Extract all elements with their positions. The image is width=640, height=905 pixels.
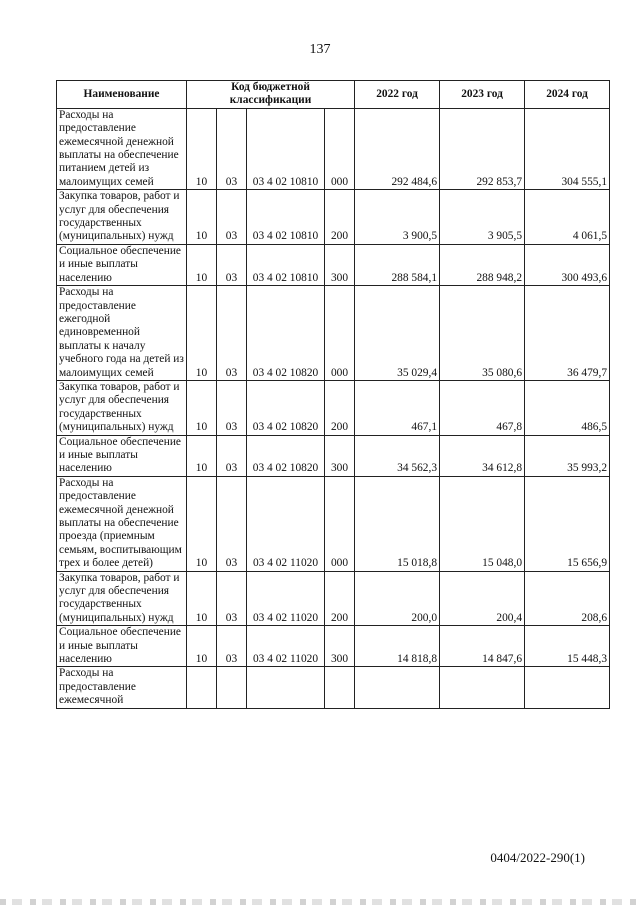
cell-v2024: 15 656,9 bbox=[525, 476, 610, 571]
cell-c2: 03 bbox=[217, 435, 247, 476]
cell-c4: 000 bbox=[325, 286, 355, 381]
cell-v2024 bbox=[525, 667, 610, 708]
cell-v2023: 288 948,2 bbox=[440, 244, 525, 285]
cell-c4: 300 bbox=[325, 626, 355, 667]
table-row bbox=[57, 380, 610, 435]
cell-c1: 10 bbox=[187, 286, 217, 381]
document-code: 0404/2022-290(1) bbox=[490, 850, 585, 865]
table-row bbox=[57, 626, 610, 667]
cell-c2: 03 bbox=[217, 626, 247, 667]
cell-name: Расходы на предоставление ежемесячной bbox=[57, 667, 187, 708]
cell-v2023: 34 612,8 bbox=[440, 435, 525, 476]
header-code: Код бюджетной классификации bbox=[187, 81, 355, 109]
cell-c1: 10 bbox=[187, 626, 217, 667]
cell-c4: 200 bbox=[325, 380, 355, 435]
cell-v2023: 15 048,0 bbox=[440, 476, 525, 571]
cell-v2024: 208,6 bbox=[525, 571, 610, 626]
cell-c2: 03 bbox=[217, 571, 247, 626]
cell-c4: 200 bbox=[325, 190, 355, 245]
cell-c1: 10 bbox=[187, 108, 217, 189]
cell-c3: 03 4 02 10820 bbox=[247, 435, 325, 476]
cell-c3: 03 4 02 11020 bbox=[247, 626, 325, 667]
cell-v2023: 292 853,7 bbox=[440, 108, 525, 189]
table-row bbox=[57, 476, 610, 571]
header-2023: 2023 год bbox=[440, 81, 525, 109]
cell-v2024: 15 448,3 bbox=[525, 626, 610, 667]
header-2022: 2022 год bbox=[355, 81, 440, 109]
cell-v2022: 14 818,8 bbox=[355, 626, 440, 667]
table-row bbox=[57, 286, 610, 381]
cell-c2: 03 bbox=[217, 190, 247, 245]
cell-name: Расходы на предоставление ежемесячной денежной выплаты на обеспечение проезда (приемным семьям, воспитывающим трех и более детей) bbox=[57, 476, 187, 571]
cell-v2022: 200,0 bbox=[355, 571, 440, 626]
cell-name: Расходы на предоставление ежемесячной денежной выплаты на обеспечение питанием детей из малоимущих семей bbox=[57, 108, 187, 189]
cell-v2023: 467,8 bbox=[440, 380, 525, 435]
cell-v2024: 304 555,1 bbox=[525, 108, 610, 189]
cell-c2: 03 bbox=[217, 244, 247, 285]
cell-c4: 300 bbox=[325, 435, 355, 476]
cell-c3: 03 4 02 10820 bbox=[247, 286, 325, 381]
table-row bbox=[57, 190, 610, 245]
budget-table bbox=[56, 80, 610, 709]
cell-c1: 10 bbox=[187, 571, 217, 626]
table-row bbox=[57, 667, 610, 708]
cell-v2023: 14 847,6 bbox=[440, 626, 525, 667]
cell-name: Закупка товаров, работ и услуг для обеспечения государственных (муниципальных) нужд bbox=[57, 190, 187, 245]
cell-c2 bbox=[217, 667, 247, 708]
cell-v2022: 288 584,1 bbox=[355, 244, 440, 285]
cell-v2024: 36 479,7 bbox=[525, 286, 610, 381]
cell-name: Закупка товаров, работ и услуг для обеспечения государственных (муниципальных) нужд bbox=[57, 571, 187, 626]
cell-c3: 03 4 02 11020 bbox=[247, 476, 325, 571]
cell-c4 bbox=[325, 667, 355, 708]
cell-c3 bbox=[247, 667, 325, 708]
cell-c2: 03 bbox=[217, 286, 247, 381]
cell-c4: 200 bbox=[325, 571, 355, 626]
table-row bbox=[57, 571, 610, 626]
header-name: Наименование bbox=[57, 81, 187, 109]
cell-c3: 03 4 02 11020 bbox=[247, 571, 325, 626]
cell-v2024: 4 061,5 bbox=[525, 190, 610, 245]
cell-v2023 bbox=[440, 667, 525, 708]
cell-c2: 03 bbox=[217, 108, 247, 189]
cell-name: Закупка товаров, работ и услуг для обеспечения государственных (муниципальных) нужд bbox=[57, 380, 187, 435]
cell-v2022: 292 484,6 bbox=[355, 108, 440, 189]
cell-name: Социальное обеспечение и иные выплаты населению bbox=[57, 244, 187, 285]
cell-c2: 03 bbox=[217, 380, 247, 435]
cell-v2022 bbox=[355, 667, 440, 708]
cell-c1 bbox=[187, 667, 217, 708]
cell-c1: 10 bbox=[187, 435, 217, 476]
cell-v2024: 486,5 bbox=[525, 380, 610, 435]
cell-c4: 300 bbox=[325, 244, 355, 285]
cell-c4: 000 bbox=[325, 476, 355, 571]
table-row bbox=[57, 435, 610, 476]
cell-c1: 10 bbox=[187, 244, 217, 285]
cell-c1: 10 bbox=[187, 476, 217, 571]
page-number: 137 bbox=[309, 42, 331, 57]
cell-v2022: 15 018,8 bbox=[355, 476, 440, 571]
cell-c4: 000 bbox=[325, 108, 355, 189]
cell-v2023: 35 080,6 bbox=[440, 286, 525, 381]
header-2024: 2024 год bbox=[525, 81, 610, 109]
table-header-row bbox=[57, 81, 610, 109]
cell-c1: 10 bbox=[187, 380, 217, 435]
cell-name: Социальное обеспечение и иные выплаты населению bbox=[57, 626, 187, 667]
cell-v2022: 3 900,5 bbox=[355, 190, 440, 245]
cell-v2022: 467,1 bbox=[355, 380, 440, 435]
cell-name: Расходы на предоставление ежегодной единовременной выплаты к началу учебного года на детей из малоимущих семей bbox=[57, 286, 187, 381]
cell-v2024: 35 993,2 bbox=[525, 435, 610, 476]
cell-v2023: 3 905,5 bbox=[440, 190, 525, 245]
cell-c1: 10 bbox=[187, 190, 217, 245]
table-row bbox=[57, 108, 610, 189]
cell-c3: 03 4 02 10810 bbox=[247, 190, 325, 245]
cell-name: Социальное обеспечение и иные выплаты населению bbox=[57, 435, 187, 476]
table-row bbox=[57, 244, 610, 285]
cell-c3: 03 4 02 10810 bbox=[247, 108, 325, 189]
cell-c3: 03 4 02 10820 bbox=[247, 380, 325, 435]
cell-c3: 03 4 02 10810 bbox=[247, 244, 325, 285]
scan-edge-artifact bbox=[0, 899, 640, 905]
cell-v2022: 35 029,4 bbox=[355, 286, 440, 381]
cell-c2: 03 bbox=[217, 476, 247, 571]
cell-v2022: 34 562,3 bbox=[355, 435, 440, 476]
cell-v2023: 200,4 bbox=[440, 571, 525, 626]
cell-v2024: 300 493,6 bbox=[525, 244, 610, 285]
